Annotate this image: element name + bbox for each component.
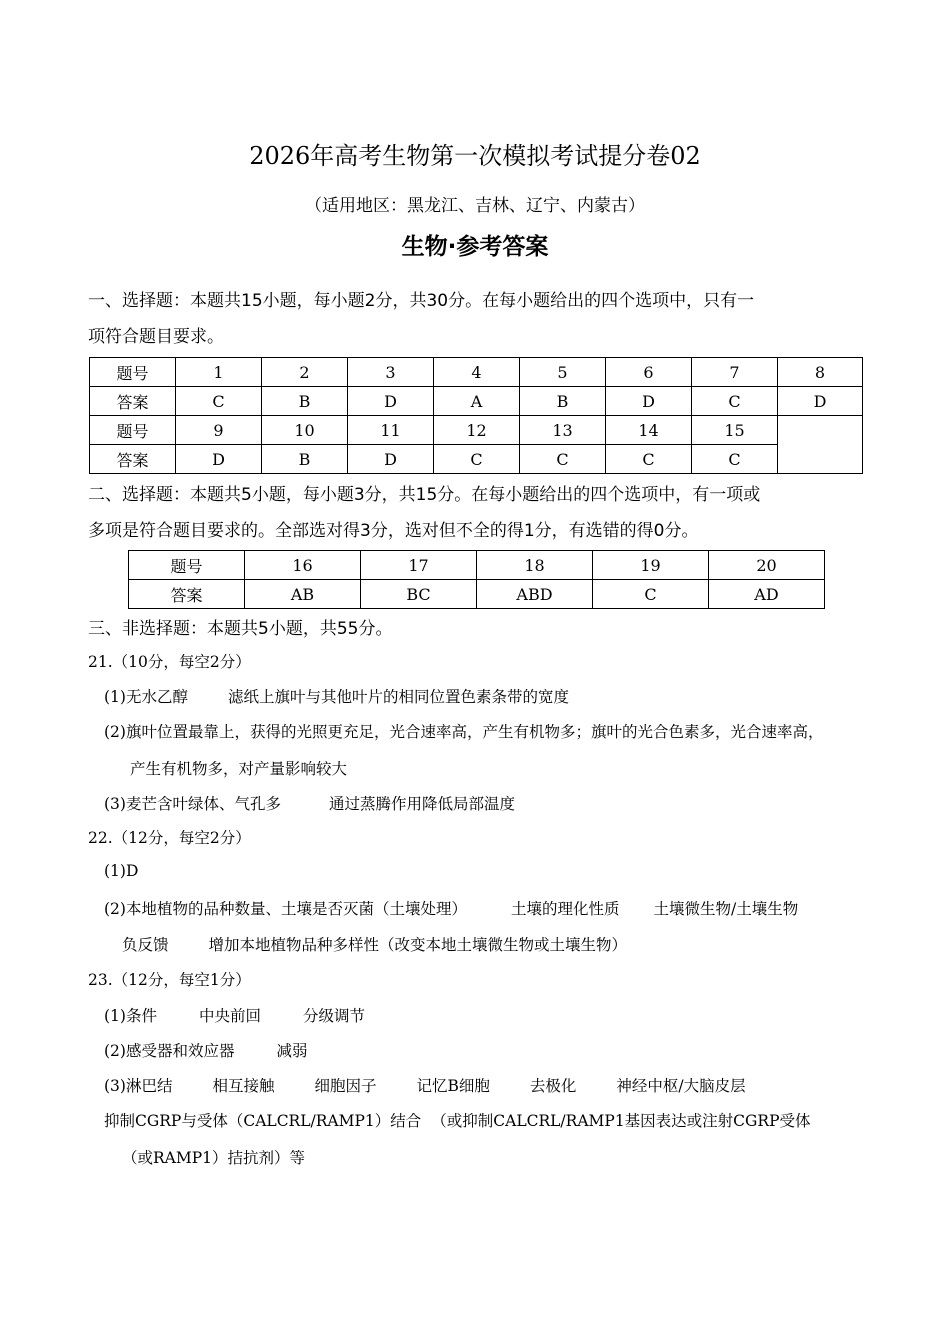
section1-intro: 一、选择题：本题共15小题，每小题2分，共30分。在每小题给出的四个选项中，只有一 — [88, 291, 755, 311]
answer-cell: D — [348, 387, 434, 416]
answer-text: 分级调节 — [302, 1007, 365, 1025]
row-label: 题号 — [129, 551, 245, 580]
answer-text: 增加本地植物品种多样性（改变本地土壤微生物或土壤生物） — [208, 936, 628, 954]
question-number: 13 — [520, 416, 606, 445]
question-number: 8 — [778, 358, 863, 387]
answer-cell: C — [692, 387, 778, 416]
section1-intro-cont: 项符合题目要求。 — [88, 327, 224, 347]
section2-answer-table — [128, 550, 825, 609]
question-number: 10 — [262, 416, 348, 445]
answer-cell: AB — [245, 580, 361, 609]
answer-cell: C — [593, 580, 709, 609]
page-subtitle: （适用地区：黑龙江、吉林、辽宁、内蒙古） — [305, 196, 645, 216]
answer-cell: B — [262, 387, 348, 416]
page-title: 2026年高考生物第一次模拟考试提分卷02 — [249, 142, 701, 170]
empty-cell — [778, 416, 863, 474]
question-23-header: 23.（12分，每空1分） — [88, 971, 251, 989]
question-21-header: 21.（10分，每空2分） — [88, 653, 251, 671]
question-number: 2 — [262, 358, 348, 387]
answer-text: (1)无水乙醇 — [104, 688, 188, 706]
answer-text: （或抑制CALCRL/RAMP1基因表达或注射CGRP受体 — [431, 1112, 811, 1130]
question-number: 1 — [176, 358, 262, 387]
answer-text: (3)麦芒含叶绿体、气孔多 — [104, 795, 281, 813]
answer-cell: C — [520, 445, 606, 474]
answer-text: 记忆B细胞 — [416, 1077, 490, 1095]
q22-answer-1: (1)D — [104, 862, 139, 880]
answer-cell: B — [520, 387, 606, 416]
q23-answer-2 — [104, 1039, 307, 1061]
answer-text: 通过蒸腾作用降低局部温度 — [328, 795, 515, 813]
answer-cell: ABD — [477, 580, 593, 609]
q21-answer-2-cont: 产生有机物多，对产量影响较大 — [130, 760, 348, 778]
table-row — [90, 445, 863, 474]
section1-answer-table — [89, 357, 863, 474]
q22-answer-2-cont — [122, 933, 627, 955]
row-label: 题号 — [90, 358, 176, 387]
question-number: 20 — [709, 551, 825, 580]
row-label: 答案 — [90, 387, 176, 416]
question-number: 19 — [593, 551, 709, 580]
row-label: 答案 — [90, 445, 176, 474]
answer-text: 负反馈 — [122, 936, 169, 954]
question-number: 9 — [176, 416, 262, 445]
answer-text: 细胞因子 — [314, 1077, 377, 1095]
question-number: 16 — [245, 551, 361, 580]
answer-cell: C — [434, 445, 520, 474]
table-row — [90, 387, 863, 416]
answer-cell: A — [434, 387, 520, 416]
answer-text: 滤纸上旗叶与其他叶片的相同位置色素条带的宽度 — [227, 688, 569, 706]
question-number: 5 — [520, 358, 606, 387]
question-number: 7 — [692, 358, 778, 387]
answer-text: (3)淋巴结 — [104, 1077, 173, 1095]
question-22-header: 22.（12分，每空2分） — [88, 829, 251, 847]
q21-answer-2: (2)旗叶位置最靠上，获得的光照更充足，光合速率高，产生有机物多；旗叶的光合色素多，光合速率高， — [104, 723, 824, 741]
question-number: 11 — [348, 416, 434, 445]
answer-cell: C — [692, 445, 778, 474]
question-number: 4 — [434, 358, 520, 387]
row-label: 题号 — [90, 416, 176, 445]
q23-answer-1 — [104, 1004, 365, 1026]
section2-intro: 二、选择题：本题共5小题，每小题3分，共15分。在每小题给出的四个选项中，有一项或 — [88, 485, 761, 505]
section3-intro: 三、非选择题：本题共5小题，共55分。 — [88, 619, 393, 639]
question-number: 12 — [434, 416, 520, 445]
section2-intro-cont: 多项是符合题目要求的。全部选对得3分，选对但不全的得1分，有选错的得0分。 — [88, 521, 699, 541]
table-row — [90, 358, 863, 387]
question-number: 6 — [606, 358, 692, 387]
answer-cell: C — [176, 387, 262, 416]
q23-answer-3 — [104, 1074, 746, 1096]
answer-text: 土壤的理化性质 — [510, 900, 620, 918]
answer-text: 减弱 — [276, 1042, 308, 1060]
question-number: 17 — [361, 551, 477, 580]
table-row — [90, 416, 863, 445]
answer-cell: AD — [709, 580, 825, 609]
answer-cell: D — [348, 445, 434, 474]
answer-text: 土壤微生物/土壤生物 — [653, 900, 799, 918]
answer-text: 中央前回 — [198, 1007, 261, 1025]
q21-answer-3 — [104, 792, 515, 814]
table-row — [129, 551, 825, 580]
answer-cell: D — [176, 445, 262, 474]
answer-cell: BC — [361, 580, 477, 609]
row-label: 答案 — [129, 580, 245, 609]
answer-cell: D — [778, 387, 863, 416]
q23-answer-4 — [104, 1109, 811, 1131]
answer-heading: 生物·参考答案 — [401, 234, 549, 260]
answer-text: 神经中枢/大脑皮层 — [616, 1077, 746, 1095]
table-row — [129, 580, 825, 609]
answer-text: (2)本地植物的品种数量、土壤是否灭菌（土壤处理） — [104, 900, 467, 918]
answer-text: 相互接触 — [212, 1077, 275, 1095]
question-number: 14 — [606, 416, 692, 445]
question-number: 18 — [477, 551, 593, 580]
q23-answer-4-cont: （或RAMP1）拮抗剂）等 — [122, 1149, 306, 1167]
question-number: 3 — [348, 358, 434, 387]
q22-answer-2 — [104, 897, 798, 919]
answer-text: 抑制CGRP与受体（CALCRL/RAMP1）结合 — [104, 1112, 422, 1130]
answer-cell: D — [606, 387, 692, 416]
answer-cell: B — [262, 445, 348, 474]
answer-text: (2)感受器和效应器 — [104, 1042, 235, 1060]
answer-text: 去极化 — [529, 1077, 577, 1095]
question-number: 15 — [692, 416, 778, 445]
answer-cell: C — [606, 445, 692, 474]
answer-text: (1)条件 — [104, 1007, 157, 1025]
q21-answer-1 — [104, 685, 569, 707]
